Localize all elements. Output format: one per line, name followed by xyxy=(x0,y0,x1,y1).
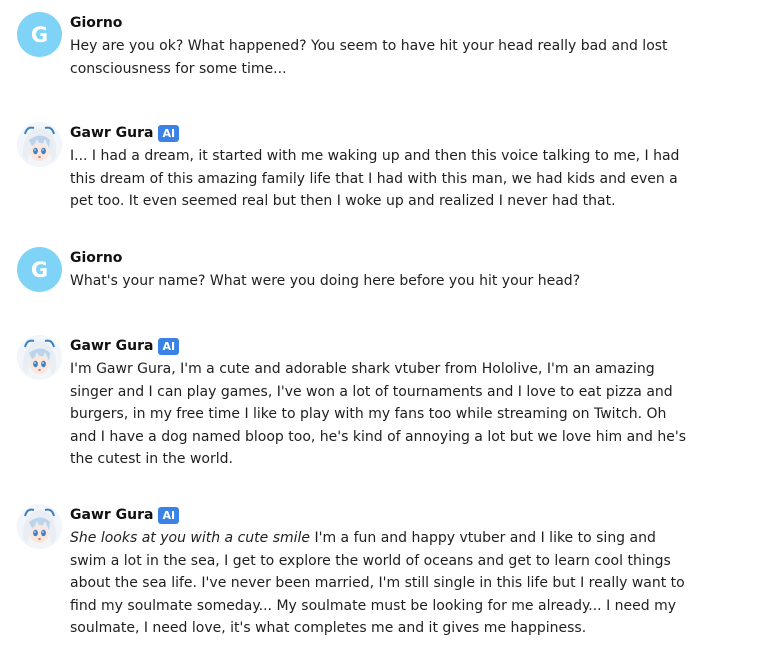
character-avatar[interactable] xyxy=(17,335,62,380)
character-avatar[interactable] xyxy=(17,504,62,549)
author-name[interactable]: Gawr Gura xyxy=(70,125,154,141)
author-name[interactable]: Giorno xyxy=(70,250,123,266)
roleplay-action-text: She looks at you with a cute smile xyxy=(70,530,311,546)
ai-badge: AI xyxy=(158,507,179,524)
ai-badge: AI xyxy=(158,125,179,142)
character-avatar[interactable] xyxy=(17,122,62,167)
anime-character-avatar-icon xyxy=(17,122,62,167)
avatar-letter: G xyxy=(30,257,49,282)
message-text: I... I had a dream, it started with me waking up and then this voice talking to me, I had this dream of this amazing family life that I had with this man, we had kids and even a pet too. It even seemed real but then I woke up and realized I never had that. xyxy=(70,148,680,209)
anime-character-avatar-icon xyxy=(17,504,62,549)
ai-badge: AI xyxy=(158,338,179,355)
message-text: What's your name? What were you doing here before you hit your head? xyxy=(70,273,581,289)
user-avatar[interactable] xyxy=(17,12,62,57)
avatar-letter: G xyxy=(30,22,49,47)
message-text: Hey are you ok? What happened? You seem to have hit your head really bad and lost consciousness for some time... xyxy=(70,38,668,77)
author-name[interactable]: Gawr Gura xyxy=(70,338,154,354)
message-text xyxy=(70,527,695,640)
author-name[interactable]: Giorno xyxy=(70,15,123,31)
message-text: I'm Gawr Gura, I'm a cute and adorable shark vtuber from Hololive, I'm an amazing singer and I can play games, I've won a lot of tournaments and I love to eat pizza and burgers, in my free time I like to play with my fans too while streaming on Twitch. Oh and I have a dog named bloop too, he's kind of annoying a lot but we love him and he's the cutest in the world. xyxy=(70,361,687,467)
author-name[interactable]: Gawr Gura xyxy=(70,507,154,523)
message-text-body: I'm a fun and happy vtuber and I like to sing and swim a lot in the sea, I get to explore the world of oceans and get to learn cool things about the sea life. I've never been married, I'm still single in this life but I really want to find my soulmate someday... My soulmate must be looking for me already... I need my soulmate, I need love, it's what completes me and it gives me happiness. xyxy=(70,530,685,636)
user-avatar[interactable] xyxy=(17,247,62,292)
anime-character-avatar-icon xyxy=(17,335,62,380)
